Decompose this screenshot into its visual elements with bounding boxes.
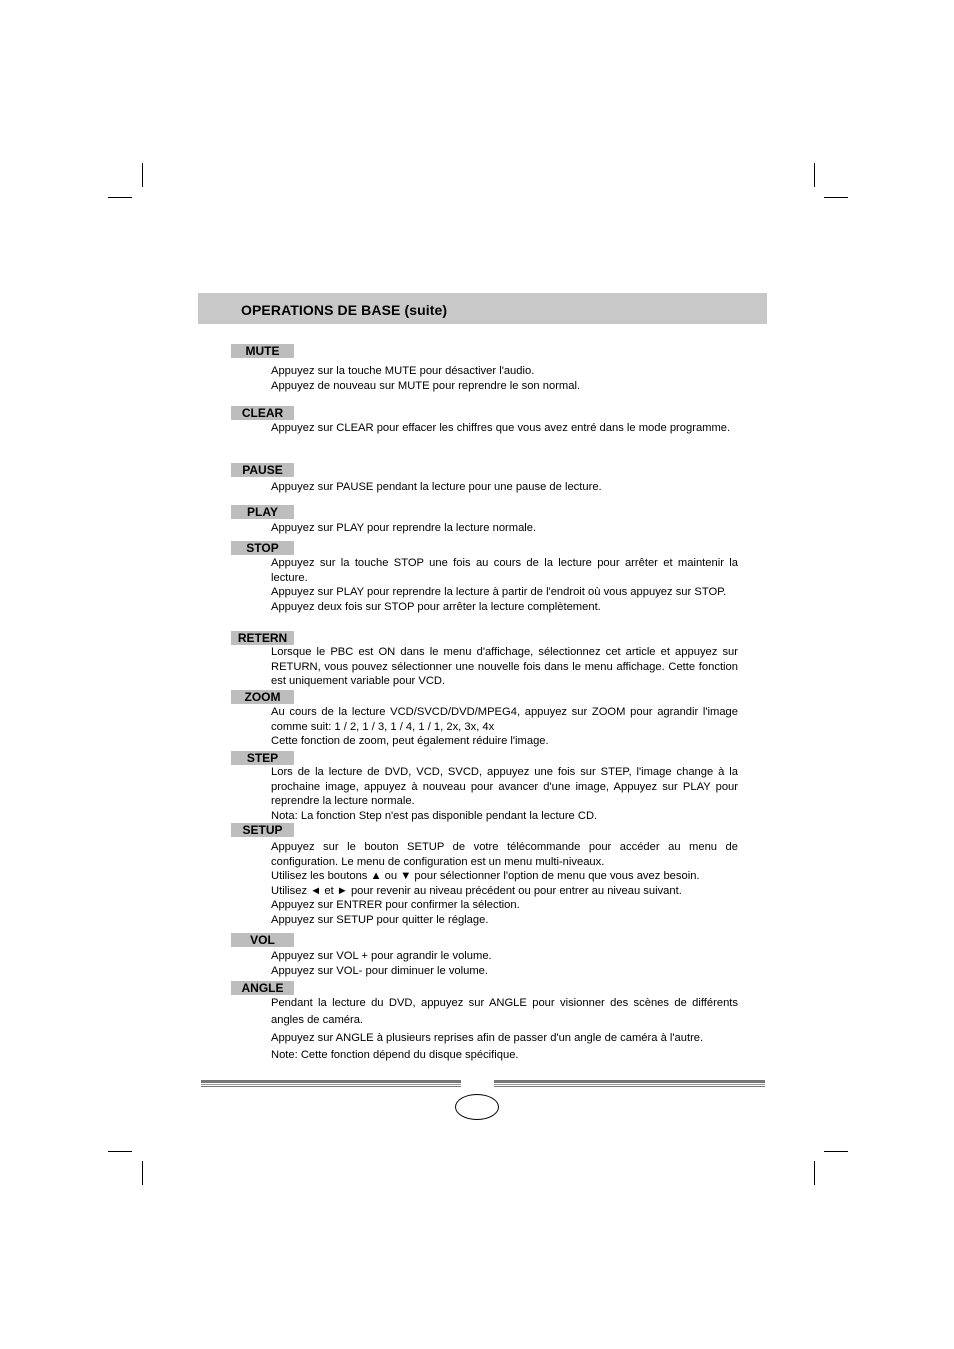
label-stop: STOP xyxy=(231,541,294,555)
label-retern: RETERN xyxy=(231,631,294,645)
text-line: Appuyez sur ENTRER pour confirmer la sélection. xyxy=(271,899,520,912)
section-play-text xyxy=(271,521,738,536)
text-line: Lors de la lecture de DVD, VCD, SVCD, appuyez une fois sur STEP, l'image change à la prochaine image, appuyez à nouveau pour avancer d'une image, Appuyez sur PLAY pour reprendre la lecture normale. xyxy=(271,766,738,808)
text-line: Appuyez sur SETUP pour quitter le réglage. xyxy=(271,913,489,926)
text-line: Appuyez de nouveau sur MUTE pour reprendre le son normal. xyxy=(271,379,581,392)
crop-mark-top-right-vertical xyxy=(814,163,815,187)
text-line: Appuyez sur PLAY pour reprendre la lecture normale. xyxy=(271,522,537,534)
label-mute: MUTE xyxy=(231,344,294,358)
text-line: Appuyez sur ANGLE à plusieurs reprises afin de passer d'un angle de caméra à l'autre. xyxy=(271,1031,704,1044)
footer-rule-left xyxy=(201,1080,461,1087)
label-play: PLAY xyxy=(231,505,294,519)
text-line: Utilisez ◄ et ► pour revenir au niveau précédent ou pour entrer au niveau suivant. xyxy=(271,884,682,897)
text-line: Pendant la lecture du DVD, appuyez sur ANGLE pour visionner des scènes de différents angles de caméra. xyxy=(271,997,738,1027)
text-line: Lorsque le PBC est ON dans le menu d'affichage, sélectionnez cet article et appuyez sur RETURN, vous pouvez sélectionner une nouvelle fois dans le menu affichage. Cette fonction est uniquement variable pour VCD. xyxy=(271,646,738,688)
label-angle: ANGLE xyxy=(231,981,294,995)
section-header-bar xyxy=(198,293,767,324)
label-setup: SETUP xyxy=(231,823,294,837)
footer-rule-right xyxy=(494,1080,765,1087)
section-mute-text xyxy=(271,364,738,393)
crop-mark-bottom-right-horizontal xyxy=(824,1151,848,1152)
text-line: Cette fonction de zoom, peut également réduire l'image. xyxy=(271,735,549,748)
page-number-oval xyxy=(455,1094,499,1120)
text-line: Appuyez sur VOL- pour diminuer le volume. xyxy=(271,964,489,977)
section-zoom-text xyxy=(271,705,738,749)
text-line: Appuyez sur VOL + pour agrandir le volume. xyxy=(271,950,492,962)
section-pause-text xyxy=(271,480,738,495)
crop-mark-top-left-horizontal xyxy=(108,197,132,198)
text-line: Utilisez les boutons ▲ ou ▼ pour sélectionner l'option de menu que vous avez besoin. xyxy=(271,870,700,883)
label-pause: PAUSE xyxy=(231,463,294,477)
section-clear-text xyxy=(271,421,738,436)
text-line: Appuyez sur la touche MUTE pour désactiver l'audio. xyxy=(271,365,535,377)
section-return-text xyxy=(271,645,738,689)
label-clear: CLEAR xyxy=(231,406,294,420)
text-line: Note: Cette fonction dépend du disque spécifique. xyxy=(271,1048,519,1061)
crop-mark-bottom-left-horizontal xyxy=(108,1151,132,1152)
text-line: Appuyez sur PAUSE pendant la lecture pour une pause de lecture. xyxy=(271,481,602,493)
text-line: Au cours de la lecture VCD/SVCD/DVD/MPEG4, appuyez sur ZOOM pour agrandir l'image comme suit: 1 / 2, 1 / 3, 1 / 4, 1 / 1, 2x, 3x, 4x xyxy=(271,706,738,733)
crop-mark-bottom-right-vertical xyxy=(814,1161,815,1185)
section-setup-text xyxy=(271,840,738,928)
text-line: Appuyez deux fois sur STOP pour arrêter la lecture complètement. xyxy=(271,600,601,613)
crop-mark-top-left-vertical xyxy=(142,163,143,187)
section-stop-text xyxy=(271,556,738,614)
section-step-text xyxy=(271,765,738,823)
label-vol: VOL xyxy=(231,933,294,947)
label-step: STEP xyxy=(231,751,294,765)
text-line: Appuyez sur PLAY pour reprendre la lecture à partir de l'endroit où vous appuyez sur STOP. xyxy=(271,586,727,599)
label-zoom: ZOOM xyxy=(231,690,294,704)
section-angle-text xyxy=(271,995,738,1064)
text-line: Nota: La fonction Step n'est pas disponible pendant la lecture CD. xyxy=(271,809,598,822)
page-title: OPERATIONS DE BASE (suite) xyxy=(241,302,448,318)
crop-mark-bottom-left-vertical xyxy=(142,1161,143,1185)
text-line: Appuyez sur le bouton SETUP de votre télécommande pour accéder au menu de configuration. Le menu de configuration est un menu multi-niveaux. xyxy=(271,841,738,868)
text-line: Appuyez sur CLEAR pour effacer les chiffres que vous avez entré dans le mode programme. xyxy=(271,422,731,434)
crop-mark-top-right-horizontal xyxy=(824,197,848,198)
section-vol-text xyxy=(271,949,738,978)
text-line: Appuyez sur la touche STOP une fois au cours de la lecture pour arrêter et maintenir la lecture. xyxy=(271,557,738,584)
